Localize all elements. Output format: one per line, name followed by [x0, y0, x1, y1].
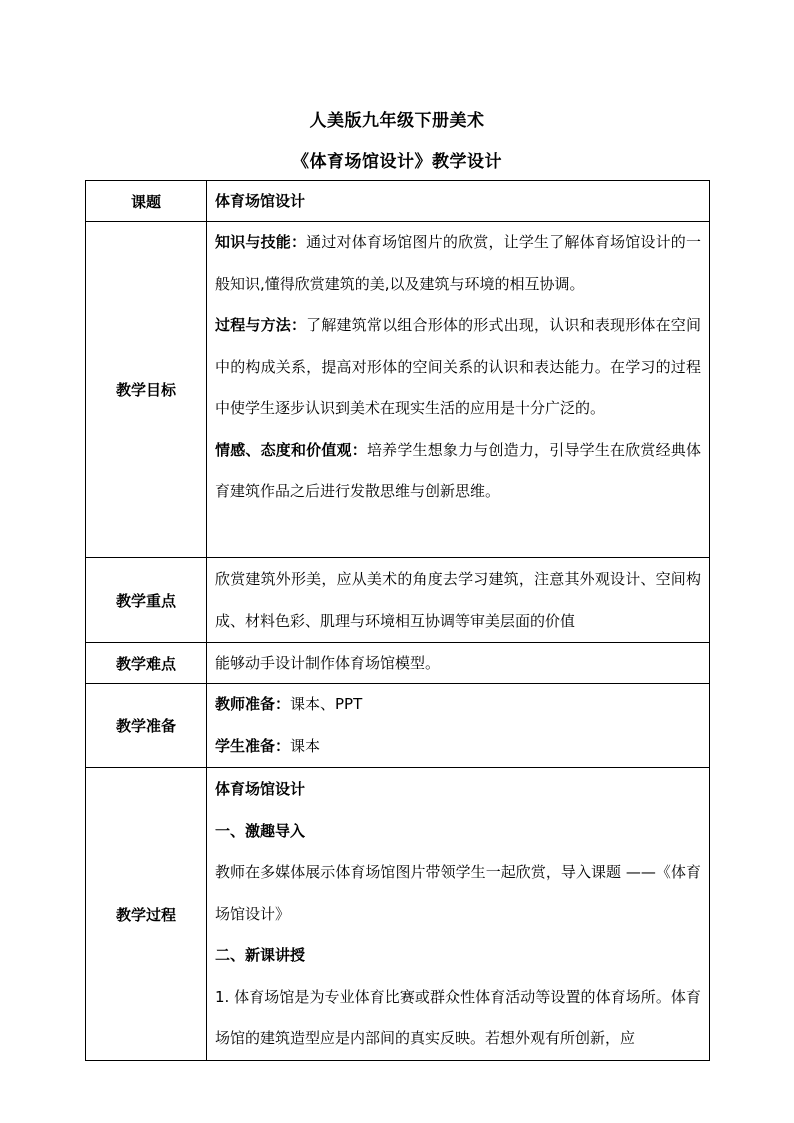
- process-section-2: 二、新课讲授: [215, 946, 306, 964]
- row-label-preparation: 教学准备: [86, 684, 207, 768]
- teacher-preparation-text: 课本、PPT: [290, 695, 363, 713]
- lesson-plan-table: [85, 180, 710, 1061]
- goal-process-text: 了解建筑常以组合形体的形式出现，认识和表现形体在空间中的构成关系，提高对形体的空间关系的认识和表达能力。在学习的过程中使学生逐步认识到美术在现实生活的应用是十分广泛的。: [215, 316, 701, 417]
- process-item-1: 1. 体育场馆是为专业体育比赛或群众性体育活动等设置的体育场所。体育场馆的建筑造型应是内部间的真实反映。若想外观有所创新，应: [215, 987, 701, 1047]
- student-preparation-head: 学生准备：: [215, 736, 291, 755]
- goals-content: [207, 222, 710, 558]
- goal-process: [215, 305, 701, 430]
- row-label-key-points: 教学重点: [86, 558, 207, 643]
- goal-attitude-text: 培养学生想象力与创造力，引导学生在欣赏经典体育建筑作品之后进行发散思维与创新思维。: [215, 440, 701, 500]
- key-points-content: [207, 558, 710, 643]
- key-points-text: 欣赏建筑外形美，应从美术的角度去学习建筑，注意其外观设计、空间构成、材料色彩、肌理与环境相互协调等审美层面的价值: [215, 570, 701, 630]
- row-label-topic: 课题: [86, 181, 207, 222]
- teacher-preparation-head: 教师准备：: [215, 695, 291, 713]
- student-preparation: [215, 726, 701, 768]
- process-heading: 体育场馆设计: [215, 780, 306, 798]
- goal-attitude: [215, 430, 701, 513]
- document-title: 人美版九年级下册美术: [309, 111, 485, 131]
- row-label-process: 教学过程: [86, 768, 207, 1061]
- preparation-content: [207, 684, 710, 768]
- goal-knowledge: [215, 222, 701, 305]
- row-label-goals: 教学目标: [86, 222, 207, 558]
- goal-attitude-head: 情感、态度和价值观：: [215, 440, 367, 459]
- process-section-1: 一、激趣导入: [215, 821, 306, 840]
- goal-knowledge-head: 知识与技能：: [215, 233, 307, 251]
- table-row-topic: [86, 181, 710, 222]
- process-content: [207, 768, 710, 1061]
- topic-value: 体育场馆设计: [207, 181, 710, 222]
- table-row-goals: [86, 222, 710, 558]
- teacher-preparation: [215, 684, 701, 726]
- table-row-key-points: [86, 558, 710, 643]
- process-section-1-text: 教师在多媒体展示体育场馆图片带领学生一起欣赏，导入课题 ——《体育场馆设计》: [215, 863, 701, 923]
- goal-knowledge-text: 通过对体育场馆图片的欣赏，让学生了解体育场馆设计的一般知识,懂得欣赏建筑的美,以及建筑与环境的相互协调。: [215, 233, 701, 293]
- table-row-difficulties: [86, 643, 710, 684]
- document-subtitle: 《体育场馆设计》教学设计: [292, 152, 502, 172]
- table-row-preparation: [86, 684, 710, 768]
- difficulties-text: 能够动手设计制作体育场馆模型。: [207, 643, 710, 684]
- student-preparation-text: 课本: [290, 736, 321, 755]
- table-row-process: [86, 768, 710, 1061]
- goal-process-head: 过程与方法：: [215, 316, 307, 334]
- row-label-difficulties: 教学难点: [86, 643, 207, 684]
